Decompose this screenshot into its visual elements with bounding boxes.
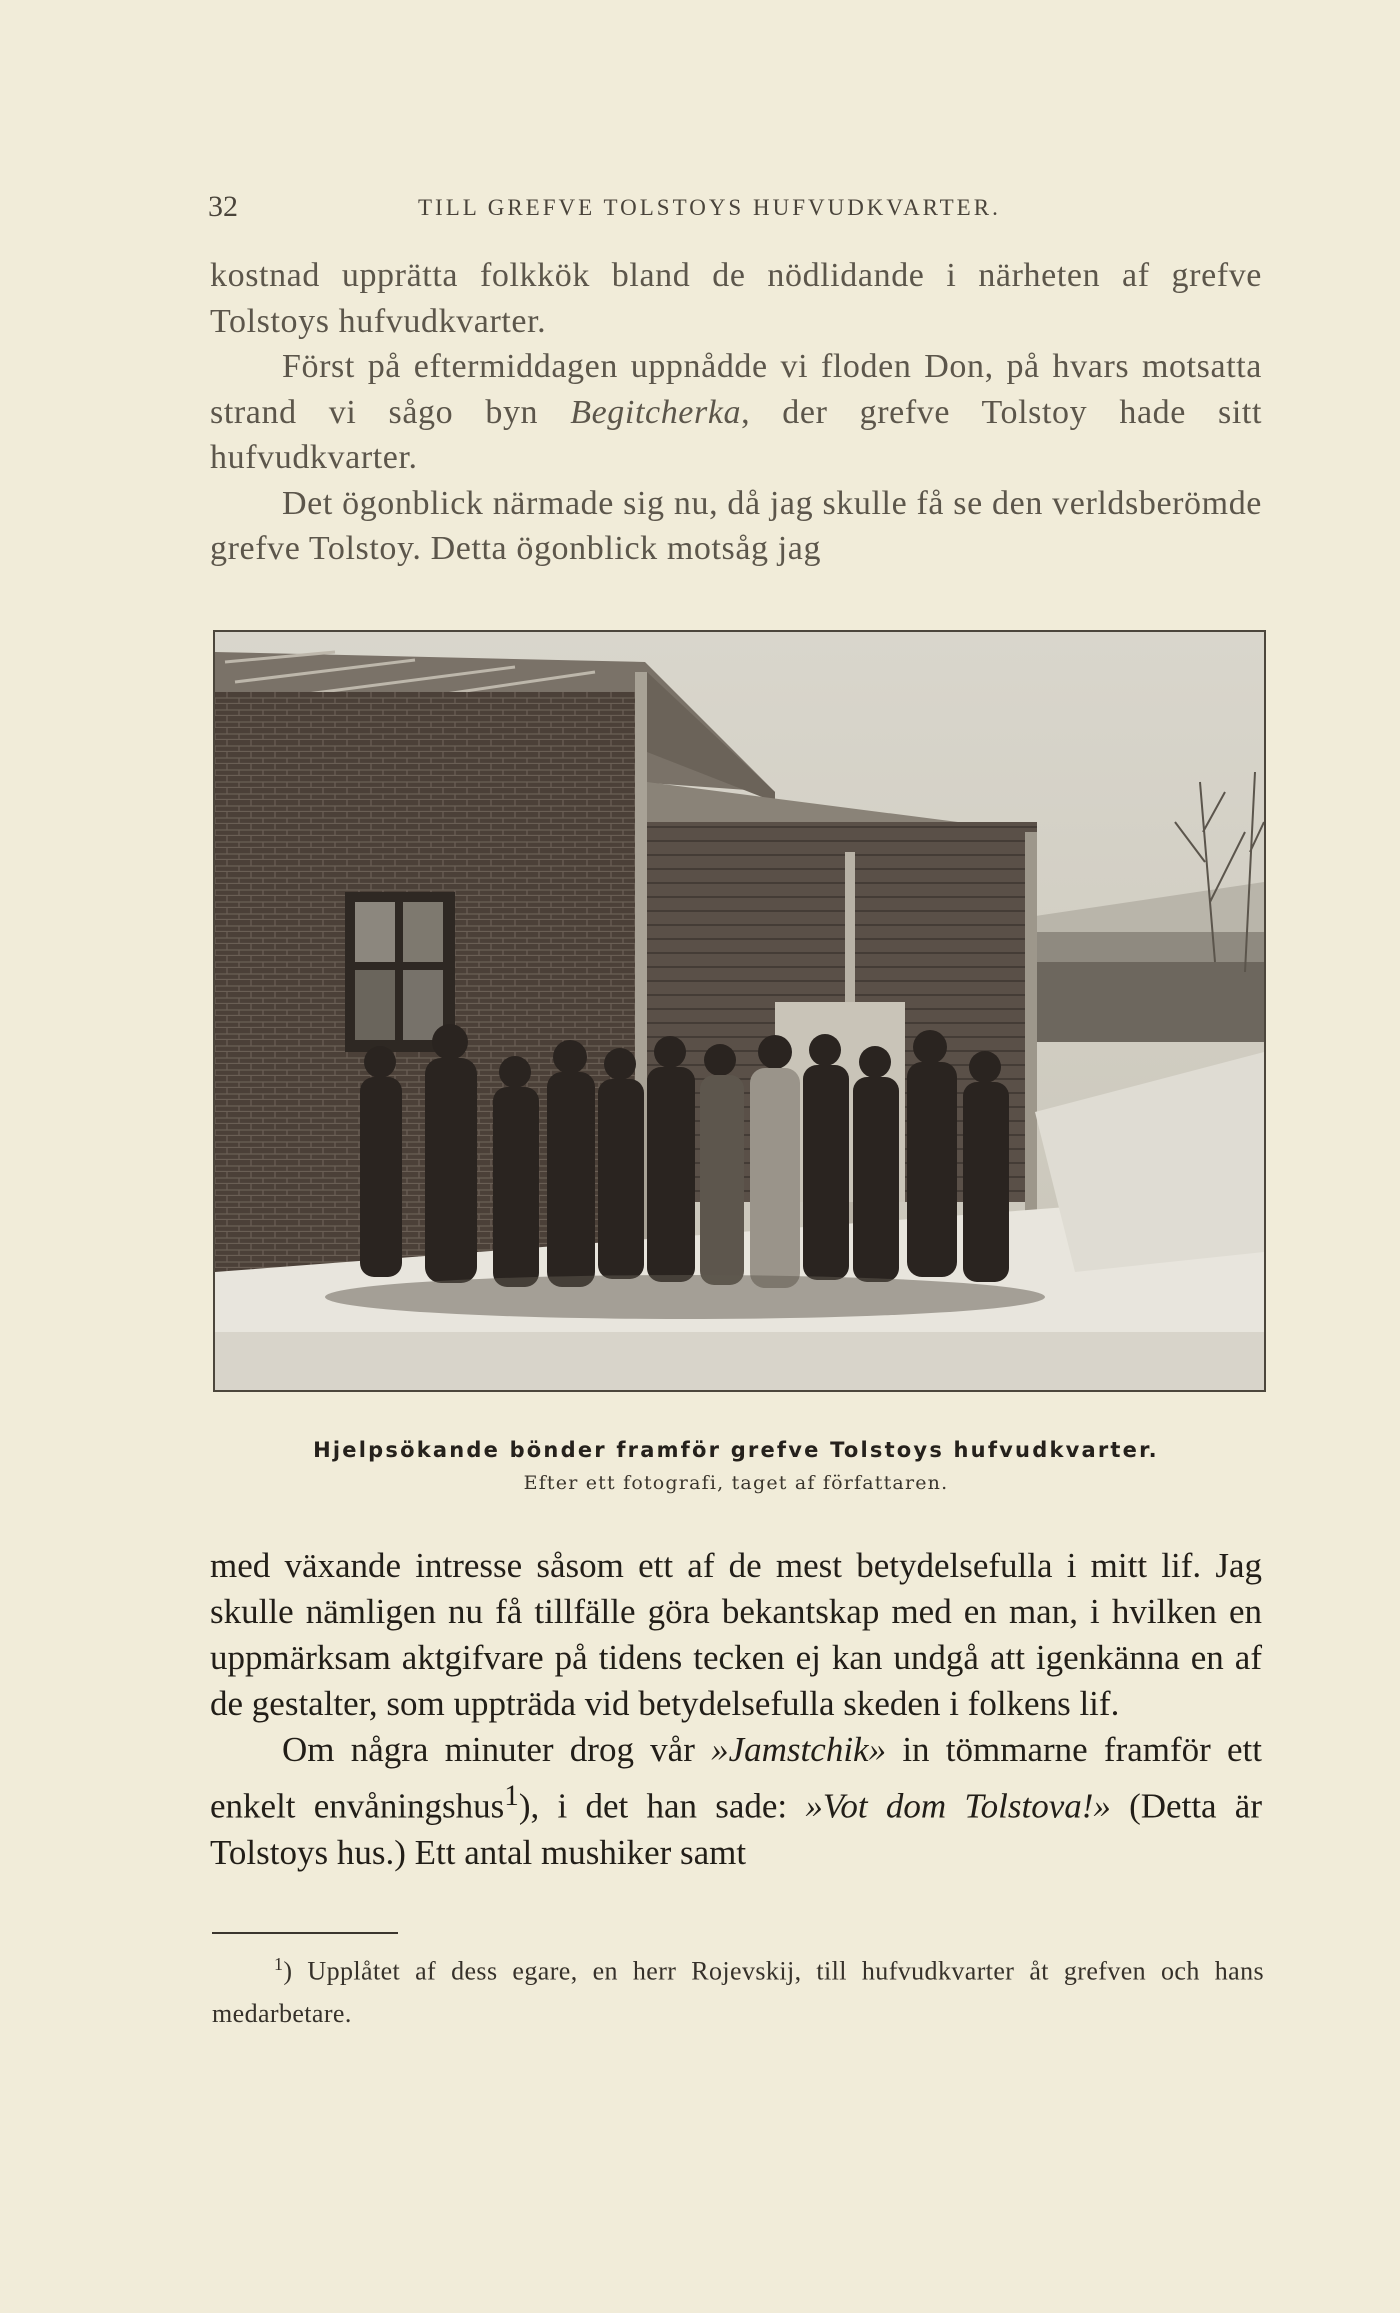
body-text-bottom [210, 1543, 1262, 1876]
paragraph: kostnad upprätta folkkök bland de nödlidande i närheten af grefve Tolstoys hufvudkvarter. [210, 257, 1262, 340]
figure-credit: Efter ett fotografi, taget af författaren. [523, 1472, 949, 1494]
italic-quote: »Vot dom Tolstova!» [805, 1786, 1111, 1826]
footnote-reference: 1 [504, 1780, 519, 1812]
page-number: 32 [208, 190, 238, 223]
figure-caption: Hjelpsökande bönder framför grefve Tolstoys hufvudkvarter. [313, 1438, 1159, 1462]
photograph-peasants-before-house [213, 630, 1266, 1392]
paragraph: Det ögonblick närmade sig nu, då jag skulle få se den verldsberömde grefve Tolstoy. Detta ögonblick motsåg jag [210, 484, 1262, 567]
footnote-text: ) Upplåtet af dess egare, en herr Rojevskij, till hufvudkvarter åt grefven och hans medarbetare. [212, 1956, 1264, 2028]
footnote-rule [212, 1932, 398, 1934]
body-text-top [210, 253, 1262, 572]
paragraph: Först på eftermiddagen uppnådde vi floden Don, på hvars motsatta strand vi sågo byn Begitcherka, der grefve Tolstoy hade sitt hufvudkvarter. [210, 348, 1262, 476]
running-title: TILL GREFVE TOLSTOYS HUFVUDKVARTER. [418, 195, 1001, 220]
footnote [212, 1943, 1264, 2035]
paragraph: Om några minuter drog vår »Jamstchik» in tömmarne framför ett enkelt envåningshus$^1$), i det han sade: »Vot dom Tolstova!» (Detta är Tolstoys hus.) Ett antal mushiker samt [210, 1730, 1263, 1872]
page-header [208, 190, 1258, 240]
footnote-mark: 1 [274, 1954, 284, 1974]
paragraph: med växande intresse såsom ett af de mest betydelsefulla i mitt lif. Jag skulle nämligen nu få tillfälle göra bekantskap med en man, i hvilken en uppmärksam aktgifvare på tidens tecken ej kan undgå att igenkänna en af de gestalter, som uppträda vid betydelsefulla skeden i folkens lif. [210, 1546, 1262, 1723]
italic-term: »Jamstchik» [711, 1730, 887, 1769]
place-name: Begitcherka [570, 393, 742, 431]
